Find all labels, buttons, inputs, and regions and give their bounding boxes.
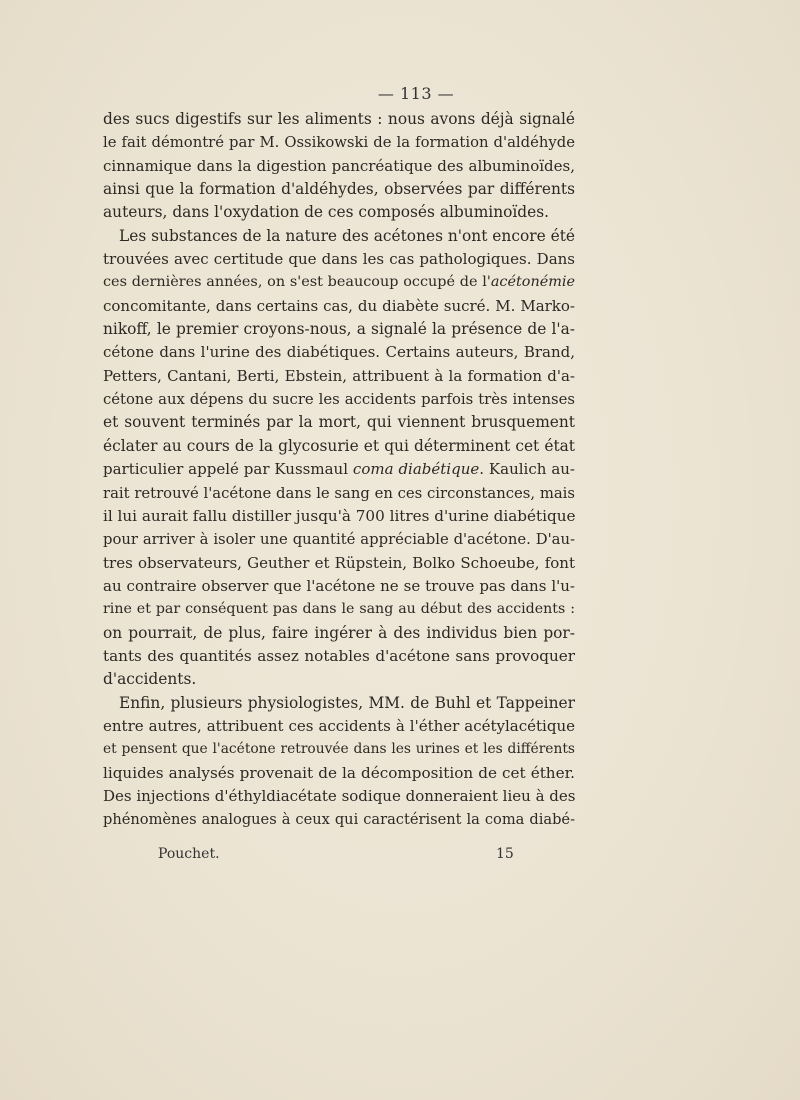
text-segment: particulier appelé par Kussmaul — [103, 460, 353, 479]
text-line — [103, 271, 575, 294]
text-line: concomitante, dans certains cas, du diabète sucré. M. Marko- — [103, 296, 575, 315]
text-line: des sucs digestifs sur les aliments : nous avons déjà signalé — [103, 110, 575, 128]
text-line: rait retrouvé l'acétone dans le sang en ces circonstances, mais — [103, 484, 575, 502]
text-line: cinnamique dans la digestion pancréatique des albuminoïdes, — [103, 156, 575, 175]
text-line: cétone aux dépens du sucre les accidents parfois très intenses — [103, 391, 575, 409]
text-line: d'accidents. — [103, 670, 197, 689]
text-line: ainsi que la formation d'aldéhydes, observées par différents — [103, 180, 575, 199]
sheet-number: 15 — [496, 846, 514, 862]
text-line: cétone dans l'urine des diabétiques. Certains auteurs, Brand, — [103, 343, 575, 362]
text-line: liquides analysés provenait de la décomposition de cet éther. — [103, 763, 575, 782]
text-line: rine et par conséquent pas dans le sang au début des accidents : — [103, 601, 575, 618]
text-line: et pensent que l'acétone retrouvée dans les urines et les différents — [103, 741, 575, 758]
text-line: tants des quantités assez notables d'acétone sans provoquer — [103, 646, 575, 665]
text-line: nikoff, le premier croyons-nous, a signalé la présence de l'a- — [103, 320, 575, 339]
italic-term: coma diabétique — [352, 460, 480, 479]
text-line: phénomènes analogues à ceux qui caractérisent la coma diabé- — [103, 811, 575, 829]
text-line: Enfin, plusieurs physiologistes, MM. de Buhl et Tappeiner — [119, 693, 575, 712]
text-line: le fait démontré par M. Ossikowski de la formation d'aldéhyde — [103, 134, 575, 152]
text-line: trouvées avec certitude que dans les cas pathologiques. Dans — [103, 250, 575, 269]
text-line: Des injections d'éthyldiacétate sodique donneraient lieu à des — [103, 786, 575, 805]
text-line: Petters, Cantani, Berti, Ebstein, attribuent à la formation d'a- — [103, 366, 575, 385]
text-line: entre autres, attribuent ces accidents à l'éther acétylacétique — [103, 716, 575, 735]
text-segment: . Kaulich au- — [479, 460, 575, 479]
italic-term: acétonémie — [490, 274, 575, 291]
text-line: pour arriver à isoler une quantité appréciable d'acétone. D'au- — [103, 531, 575, 549]
text-line: éclater au cours de la glycosurie et qui déterminent cet état — [103, 436, 575, 455]
text-segment: ces dernières années, on s'est beaucoup occupé de l' — [103, 274, 491, 291]
page-number: — 113 — — [377, 84, 455, 103]
text-line: il lui aurait fallu distiller jusqu'à 700 litres d'urine diabétique — [103, 506, 575, 525]
text-line: Les substances de la nature des acétones n'ont encore été — [119, 226, 575, 245]
text-line: et souvent terminés par la mort, qui viennent brusquement — [103, 413, 575, 432]
text-line: auteurs, dans l'oxydation de ces composés albuminoïdes. — [103, 203, 550, 222]
printer-signature: Pouchet. — [158, 846, 220, 862]
body-text — [103, 108, 575, 832]
text-line: tres observateurs, Geuther et Rüpstein, Bolko Schoeube, font — [103, 553, 575, 572]
text-line: on pourrait, de plus, faire ingérer à des individus bien por- — [103, 623, 575, 642]
text-line — [103, 458, 575, 481]
text-line: au contraire observer que l'acétone ne se trouve pas dans l'u- — [103, 576, 575, 595]
